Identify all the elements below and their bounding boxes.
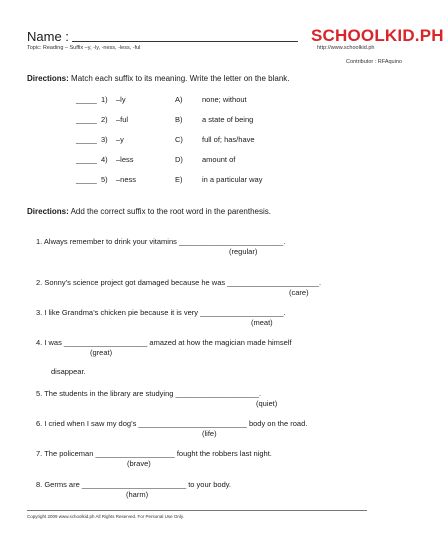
directions-text: Match each suffix to its meaning. Write the letter on the blank. [71,74,290,83]
root-word-hint: (great) [90,348,113,357]
root-word-hint: (care) [289,288,309,297]
site-url: http://www.schoolkid.ph [317,45,375,51]
match-meaning: full of; has/have [202,135,255,144]
match-number: 2) [101,115,108,124]
schoolkid-logo: SCHOOLKID.PH [311,26,444,45]
match-number: 4) [101,155,108,164]
match-blank: _____ [76,115,97,124]
root-word-hint: (quiet) [256,399,278,408]
question-text: 7. The policeman ___________________ fought the robbers last night. [36,449,272,458]
match-blank: _____ [76,135,97,144]
question-text: 8. Germs are _________________________ to your body. [36,480,232,489]
contributor: Contributor : RFAquino [346,59,402,65]
root-word-hint: (meat) [251,318,273,327]
name-label: Name : [27,29,69,44]
match-suffix: –y [116,135,124,144]
question-text: 3. I like Grandma’s chicken pie because it is very ____________________. [36,308,286,317]
root-word-hint: (regular) [229,247,258,256]
directions-text: Add the correct suffix to the root word in the parenthesis. [70,207,271,216]
match-meaning: none; without [202,95,247,104]
name-blank-line [72,41,298,42]
match-blank: _____ [76,155,97,164]
match-blank: _____ [76,95,97,104]
copyright-notice: Copyright 2009 www.schoolkid.ph All Rights Reserved. For Personal Use Only. [27,514,184,519]
match-number: 1) [101,95,108,104]
match-blank: _____ [76,175,97,184]
match-meaning: a state of being [202,115,254,124]
question-text: 5. The students in the library are studying ____________________. [36,389,262,398]
question-text: 4. I was ____________________ amazed at how the magician made himself [36,338,292,347]
root-word-hint: (brave) [127,459,151,468]
question-text: 6. I cried when I saw my dog’s __________________________ body on the road. [36,419,308,428]
directions-label: Directions: [27,207,69,216]
match-letter: A) [175,95,183,104]
match-meaning: in a particular way [202,175,263,184]
footer-divider [27,510,367,511]
directions-suffix [27,207,271,216]
directions-matching [27,74,290,83]
match-suffix: –less [116,155,134,164]
question-continuation: disappear. [51,367,86,376]
root-word-hint: (harm) [126,490,149,499]
match-suffix: –ful [116,115,129,124]
match-suffix: –ly [116,95,126,104]
question-text: 1. Always remember to drink your vitamins _________________________. [36,237,286,246]
topic-line: Topic: Reading – Suffix –y, -ly, -ness, -less, -ful [27,45,141,51]
root-word-hint: (life) [202,429,217,438]
match-number: 3) [101,135,108,144]
question-text: 2. Sonny’s science project got damaged because he was ______________________. [36,278,322,287]
match-letter: E) [175,175,183,184]
match-meaning: amount of [202,155,236,164]
directions-label: Directions: [27,74,69,83]
match-number: 5) [101,175,108,184]
match-letter: D) [175,155,183,164]
match-letter: B) [175,115,183,124]
match-letter: C) [175,135,183,144]
match-suffix: –ness [116,175,137,184]
